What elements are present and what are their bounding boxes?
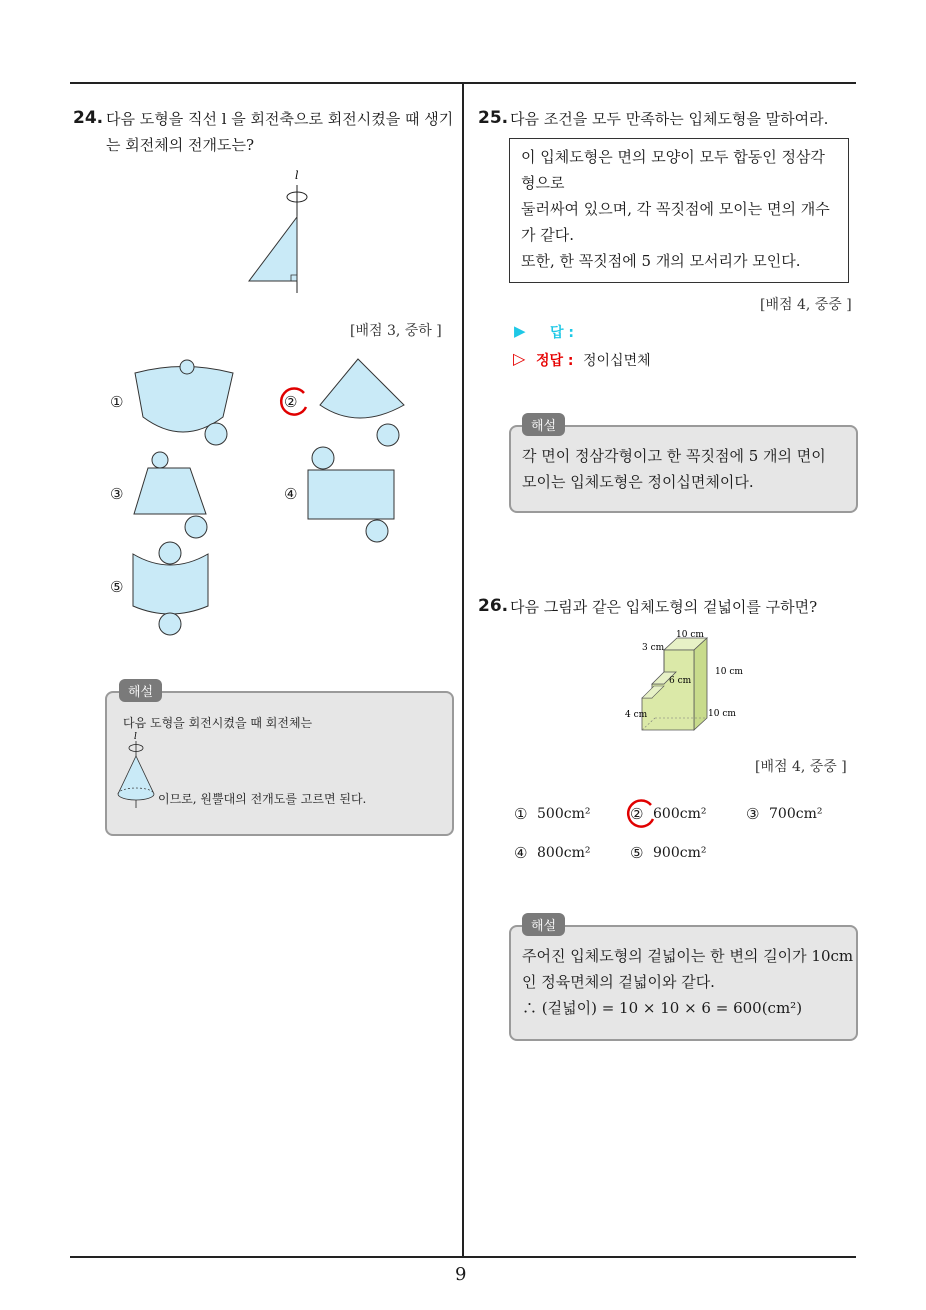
q24-choice-3-net[interactable] (130, 448, 230, 543)
q26-choice-3-mark[interactable]: ③ (746, 805, 760, 823)
q26-explanation-tag: 해설 (522, 913, 565, 936)
q26-solid-figure (622, 628, 747, 743)
q25-explanation-line2: 모이는 입체도형은 정이십면체이다. (522, 473, 754, 491)
q26-label-left-bottom: 4 cm (625, 710, 648, 720)
q24-choice-1-mark[interactable]: ① (110, 393, 124, 411)
q25-condition-line2: 형으로 (521, 174, 565, 192)
q24-explanation-line2: 이므로, 원뿔대의 전개도를 고르면 된다. (158, 792, 367, 806)
q24-question-line2: 는 회전체의 전개도는? (106, 136, 254, 154)
q26-choice-4-value[interactable]: 800cm² (537, 845, 591, 861)
q24-score: [배점 3, 중하 ] (350, 323, 442, 339)
column-divider (462, 82, 464, 1257)
q24-choice-5-net[interactable] (130, 540, 215, 640)
q25-answer-label: 답 : (550, 325, 574, 341)
q24-triangle-figure (240, 165, 310, 295)
q24-question-line1: 다음 도형을 직선 l 을 회전축으로 회전시켰을 때 생기 (106, 110, 454, 128)
q26-choice-3-value[interactable]: 700cm² (769, 806, 823, 822)
q24-explanation-axis-label: l (134, 732, 137, 742)
q26-label-bottom: 10 cm (708, 709, 736, 719)
q25-condition-line1: 이 입체도형은 면의 모양이 모두 합동인 정삼각 (521, 148, 825, 166)
q25-explanation-line1: 각 면이 정삼각형이고 한 꼭짓점에 5 개의 면이 (522, 447, 826, 465)
q24-explanation-tag: 해설 (119, 679, 162, 702)
q25-score: [배점 4, 중중 ] (760, 297, 852, 313)
q26-choice-5-mark[interactable]: ⑤ (630, 844, 644, 862)
q24-choice-1-net[interactable] (130, 355, 240, 450)
q26-choice-1-mark[interactable]: ① (514, 805, 528, 823)
q26-choice-1-value[interactable]: 500cm² (537, 806, 591, 822)
q26-label-middle: 6 cm (669, 676, 692, 686)
q24-axis-label: l (295, 169, 299, 182)
q24-answer-circle (276, 385, 310, 419)
q24-choice-3-mark[interactable]: ③ (110, 485, 124, 503)
q24-explanation-line1: 다음 도형을 회전시켰을 때 회전체는 (123, 716, 313, 730)
q24-number: 24. (73, 108, 104, 128)
q26-label-right: 10 cm (715, 667, 743, 677)
q26-choice-5-value[interactable]: 900cm² (653, 845, 707, 861)
q26-label-top: 10 cm (676, 630, 704, 640)
q25-condition-line5: 또한, 한 꼭짓점에 5 개의 모서리가 모인다. (521, 252, 801, 270)
q25-explanation-tag: 해설 (522, 413, 565, 436)
q24-choice-4-mark[interactable]: ④ (284, 485, 298, 503)
q25-number: 25. (478, 108, 509, 128)
q26-explanation-line2: 인 정육면체의 겉넓이와 같다. (522, 973, 715, 991)
q26-label-left-top: 3 cm (642, 643, 665, 653)
q26-choice-2-mark[interactable]: ② (630, 805, 644, 823)
q24-choice-5-mark[interactable]: ⑤ (110, 578, 124, 596)
q26-number: 26. (478, 596, 509, 616)
q26-question: 다음 그림과 같은 입체도형의 겉넓이를 구하면? (510, 598, 818, 616)
q25-correct-marker-icon: ▷ (513, 349, 526, 368)
q24-choice-2-net[interactable] (316, 355, 411, 450)
q24-choice-4-net[interactable] (305, 445, 400, 545)
q25-condition-line3: 둘러싸여 있으며, 각 꼭짓점에 모이는 면의 개수 (521, 200, 830, 218)
q24-choice-2-mark[interactable]: ② (284, 393, 298, 411)
bottom-rule (70, 1256, 856, 1258)
q25-correct-answer: 정이십면체 (583, 353, 651, 369)
q26-choice-2-value[interactable]: 600cm² (653, 806, 707, 822)
q26-score: [배점 4, 중중 ] (755, 759, 847, 775)
q25-answer-marker-icon: ▶ (514, 322, 526, 340)
q26-explanation-line1: 주어진 입체도형의 겉넓이는 한 변의 길이가 10cm (522, 947, 854, 965)
q25-correct-label: 정답 : (536, 353, 574, 369)
page-number: 9 (455, 1264, 467, 1285)
q25-question: 다음 조건을 모두 만족하는 입체도형을 말하여라. (510, 110, 829, 128)
q24-explanation-cone (112, 730, 162, 810)
q26-explanation-line3: ∴ (겉넓이) = 10 × 10 × 6 = 600(cm²) (522, 999, 803, 1017)
q25-condition-line4: 가 같다. (521, 226, 575, 244)
q26-choice-4-mark[interactable]: ④ (514, 844, 528, 862)
